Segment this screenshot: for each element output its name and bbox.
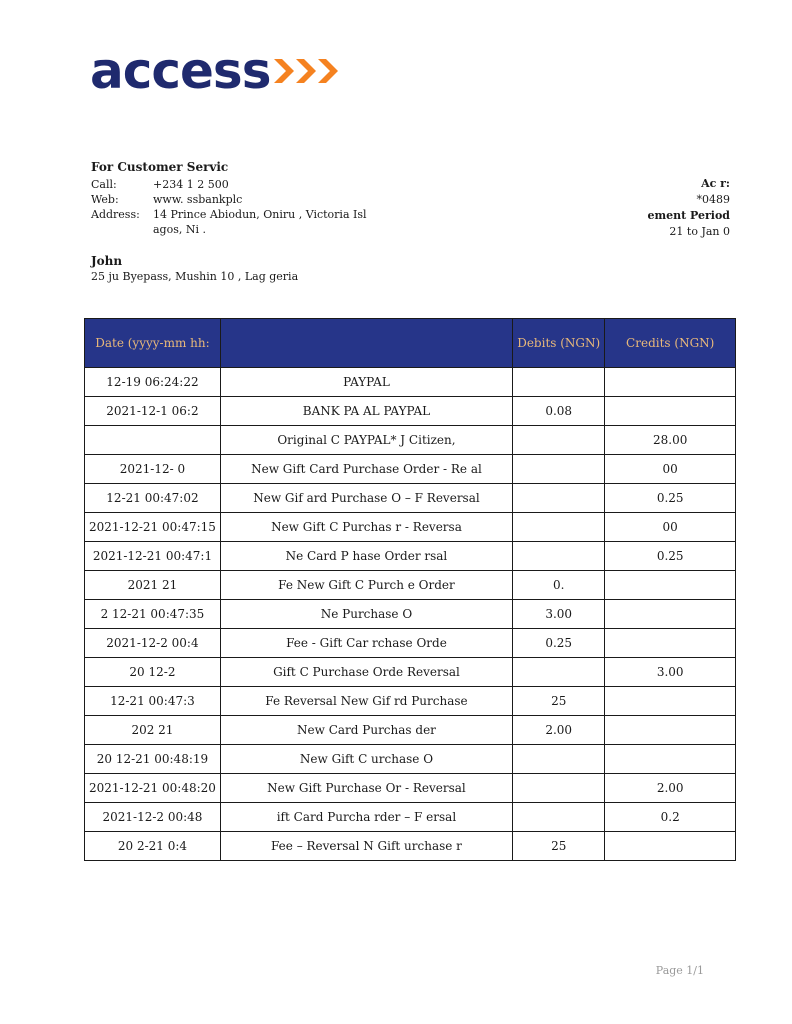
call-row: [91, 177, 367, 192]
transactions-table: [84, 318, 736, 861]
call-label: Call:: [91, 178, 117, 191]
cell-debit: [513, 745, 605, 774]
customer-block: [91, 254, 298, 284]
address-row: [91, 207, 367, 222]
cell-credit: [605, 832, 736, 861]
web-row: [91, 192, 367, 207]
cell-debit: 0.: [513, 571, 605, 600]
web-label: Web:: [91, 193, 119, 206]
statement-period-label: ement Period: [647, 209, 730, 222]
cell-description: Original C PAYPAL* J Citizen,: [220, 426, 512, 455]
table-row: [85, 629, 736, 658]
cell-debit: 25: [513, 832, 605, 861]
cell-date: 2021-12- 0: [85, 455, 221, 484]
cell-credit: [605, 571, 736, 600]
cell-credit: 00: [605, 455, 736, 484]
cell-date: 12-19 06:24:22: [85, 368, 221, 397]
cell-debit: 2.00: [513, 716, 605, 745]
cell-credit: [605, 745, 736, 774]
cell-debit: [513, 774, 605, 803]
cell-description: Fe New Gift C Purch e Order: [220, 571, 512, 600]
cell-credit: 00: [605, 513, 736, 542]
cell-date: 2021 21: [85, 571, 221, 600]
cell-debit: [513, 455, 605, 484]
cell-description: ift Card Purcha rder – F ersal: [220, 803, 512, 832]
header-credits: Credits (NGN): [605, 319, 736, 368]
table-row: [85, 426, 736, 455]
cell-credit: 0.25: [605, 484, 736, 513]
cell-description: Fee – Reversal N Gift urchase r: [220, 832, 512, 861]
cell-date: 12-21 00:47:02: [85, 484, 221, 513]
cell-credit: 0.2: [605, 803, 736, 832]
table-row: [85, 397, 736, 426]
cell-debit: [513, 542, 605, 571]
account-number-value: *0489: [696, 193, 730, 206]
cell-debit: [513, 513, 605, 542]
cell-credit: 0.25: [605, 542, 736, 571]
account-number-label: Ac r:: [701, 177, 730, 190]
table-row: [85, 484, 736, 513]
cell-description: New Gift Purchase Or - Reversal: [220, 774, 512, 803]
table-row: [85, 368, 736, 397]
cell-debit: [513, 803, 605, 832]
customer-service-title: For Customer Servic: [91, 160, 229, 174]
call-value: +234 1 2 500: [153, 178, 229, 191]
cell-date: 2 12-21 00:47:35: [85, 600, 221, 629]
cell-credit: [605, 687, 736, 716]
cell-description: BANK PA AL PAYPAL: [220, 397, 512, 426]
address-value: 14 Prince Abiodun, Oniru , Victoria Isl: [153, 208, 367, 221]
cell-description: Fe Reversal New Gif rd Purchase: [220, 687, 512, 716]
cell-date: 20 2-21 0:4: [85, 832, 221, 861]
table-row: [85, 774, 736, 803]
cell-date: 2021-12-21 00:48:20: [85, 774, 221, 803]
cell-credit: [605, 368, 736, 397]
cell-credit: [605, 600, 736, 629]
chevrons-icon: [274, 55, 340, 87]
cell-debit: [513, 368, 605, 397]
cell-description: New Card Purchas der: [220, 716, 512, 745]
table-row: [85, 513, 736, 542]
table-row: [85, 542, 736, 571]
cell-date: [85, 426, 221, 455]
cell-description: PAYPAL: [220, 368, 512, 397]
table-row: [85, 716, 736, 745]
cell-credit: 2.00: [605, 774, 736, 803]
customer-service-block: [91, 160, 367, 237]
cell-date: 2021-12-2 00:4: [85, 629, 221, 658]
header-date: Date (yyyy-mm hh:: [85, 319, 221, 368]
account-info-block: [647, 176, 730, 240]
cell-debit: 3.00: [513, 600, 605, 629]
cell-credit: [605, 629, 736, 658]
table-row: [85, 832, 736, 861]
cell-date: 2021-12-1 06:2: [85, 397, 221, 426]
cell-date: 2021-12-21 00:47:1: [85, 542, 221, 571]
address-row-2: [91, 222, 367, 237]
cell-credit: 3.00: [605, 658, 736, 687]
cell-credit: 28.00: [605, 426, 736, 455]
cell-description: Fee - Gift Car rchase Orde: [220, 629, 512, 658]
cell-description: New Gift C urchase O: [220, 745, 512, 774]
page-number: Page 1/1: [655, 964, 704, 977]
table-row: [85, 803, 736, 832]
table-row: [85, 455, 736, 484]
table-row: [85, 687, 736, 716]
table-row: [85, 745, 736, 774]
cell-description: New Gift C Purchas r - Reversa: [220, 513, 512, 542]
cell-date: 202 21: [85, 716, 221, 745]
cell-debit: [513, 484, 605, 513]
cell-debit: 0.25: [513, 629, 605, 658]
header-description: [220, 319, 512, 368]
table-row: [85, 571, 736, 600]
cell-description: New Gift Card Purchase Order - Re al: [220, 455, 512, 484]
table-row: [85, 658, 736, 687]
cell-date: 2021-12-21 00:47:15: [85, 513, 221, 542]
table-row: [85, 600, 736, 629]
table-header-row: [85, 319, 736, 368]
customer-name: John: [91, 254, 123, 268]
cell-date: 2021-12-2 00:48: [85, 803, 221, 832]
cell-credit: [605, 716, 736, 745]
statement-period-value: 21 to Jan 0: [669, 225, 730, 238]
address-label: Address:: [91, 208, 140, 221]
address-line2: agos, Ni .: [153, 223, 206, 236]
cell-date: 12-21 00:47:3: [85, 687, 221, 716]
cell-date: 20 12-21 00:48:19: [85, 745, 221, 774]
cell-debit: 0.08: [513, 397, 605, 426]
cell-credit: [605, 397, 736, 426]
customer-address: 25 ju Byepass, Mushin 10 , Lag geria: [91, 270, 299, 283]
web-value: www. ssbankplc: [153, 193, 243, 206]
header-debits: Debits (NGN): [513, 319, 605, 368]
cell-date: 20 12-2: [85, 658, 221, 687]
logo-wordmark: access: [90, 42, 271, 100]
cell-debit: [513, 426, 605, 455]
cell-description: Ne Card P hase Order rsal: [220, 542, 512, 571]
cell-description: Ne Purchase O: [220, 600, 512, 629]
access-bank-logo: [90, 42, 340, 100]
cell-debit: 25: [513, 687, 605, 716]
cell-description: Gift C Purchase Orde Reversal: [220, 658, 512, 687]
cell-debit: [513, 658, 605, 687]
cell-description: New Gif ard Purchase O – F Reversal: [220, 484, 512, 513]
